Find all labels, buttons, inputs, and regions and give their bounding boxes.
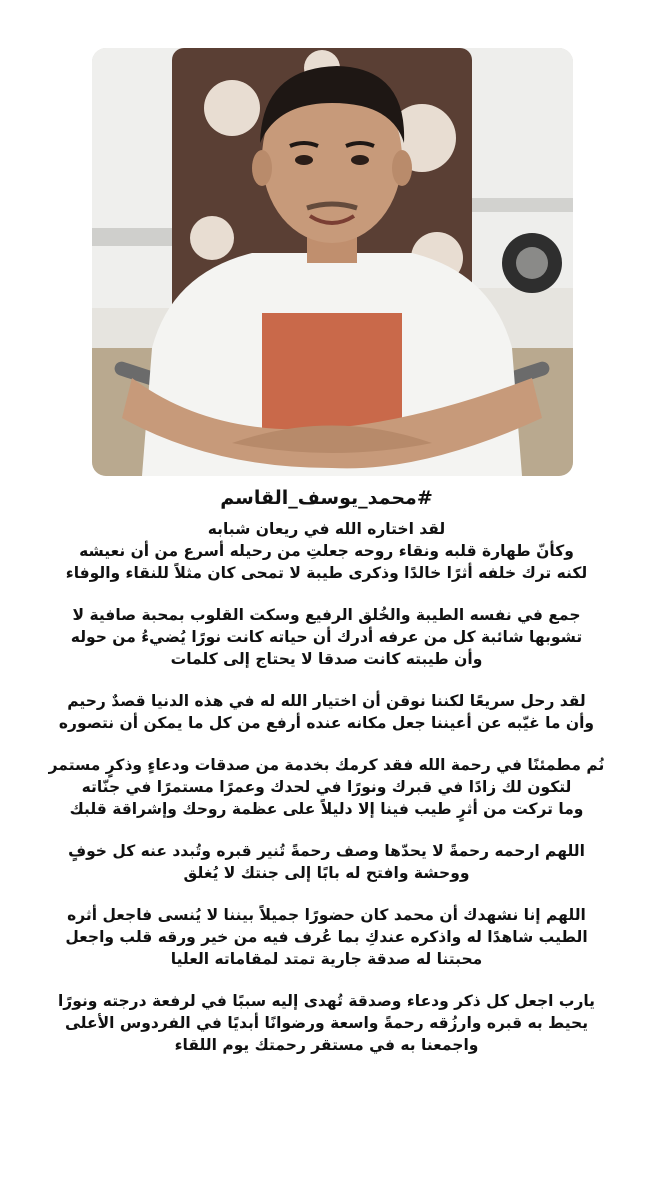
text-line: وأن طيبته كانت صدقا لا يحتاج إلى كلمات (170, 650, 483, 668)
text-line: يارب اجعل كل ذكر ودعاء وصدقة تُهدى إليه سببًا في لرفعة درجته ونورًا (57, 992, 596, 1010)
portrait-photo (92, 48, 573, 476)
paragraph-1 (20, 518, 633, 584)
text-line: تشوبها شائبة كل من عرفه أدرك أن حياته كانت نورًا يُضيءُ من حوله (70, 628, 583, 646)
paragraph-7 (20, 990, 633, 1056)
text-line: جمع في نفسه الطيبة والخُلق الرفيع وسكت القلوب بمحبة صافية لا (72, 606, 581, 624)
memorial-text (20, 518, 633, 1076)
paragraph-3 (20, 690, 633, 734)
text-line: محبتنا له صدقة جارية تمتد لمقاماته العليا (170, 950, 483, 968)
text-line: اللهم إنا نشهدك أن محمد كان حضورًا جميلاً بيننا لا يُنسى فاجعل أثره (67, 906, 586, 924)
text-line: لقد اختاره الله في ريعان شبابه (207, 520, 446, 538)
text-line: نُم مطمئنًا في رحمة الله فقد كرمك بخدمة من صدقات ودعاءٍ وذكرٍ مستمر (48, 756, 605, 774)
text-line: الطيب شاهدًا له واذكره عندكِ بما عُرف فيه من خير ورقه قلب واجعل (65, 928, 588, 946)
text-line: يحيط به قبره وارزُقه رحمةً واسعة ورضوانًا أبديًا في الفردوس الأعلى (64, 1014, 589, 1032)
paragraph-6 (20, 904, 633, 970)
text-line: اللهم ارحمه رحمةً لا يحدّها وصف رحمةً تُنير قبره وتُبدد عنه كل خوفٍ (68, 842, 585, 860)
text-line: لكنه ترك خلفه أثرًا خالدًا وذكرى طيبة لا تمحى كان مثلاً للنقاء والوفاء (65, 564, 588, 582)
text-line: وأن ما غيّبه عن أعيننا جعل مكانه عنده أرفع من كل ما يمكن أن نتصوره (58, 714, 595, 732)
paragraph-4 (20, 754, 633, 820)
portrait-illustration (92, 48, 573, 476)
text-line: لقد رحل سريعًا لكننا نوقن أن اختيار الله له في هذه الدنيا قصدٌ رحيم (67, 692, 586, 710)
text-line: وكأنّ طهارة قلبه ونقاء روحه جعلتِ من رحيله أسرع من أن نعيشه (79, 542, 574, 560)
paragraph-2 (20, 604, 633, 670)
paragraph-5 (20, 840, 633, 884)
text-line: وما تركت من أثرٍ طيب فينا إلا دليلاً على عظمة روحك وإشراقة قلبك (69, 800, 584, 818)
hashtag-title: #محمد_يوسف_القاسم (220, 487, 433, 509)
text-line: ووحشة وافتح له بابًا إلى جنتك لا يُغلق (183, 864, 470, 882)
text-line: واجمعنا به في مستقر رحمتك يوم اللقاء (174, 1036, 479, 1054)
text-line: لتكون لك زادًا في قبرك ونورًا في لحدك وعمرًا مستمرًا في جنّاته (81, 778, 572, 796)
